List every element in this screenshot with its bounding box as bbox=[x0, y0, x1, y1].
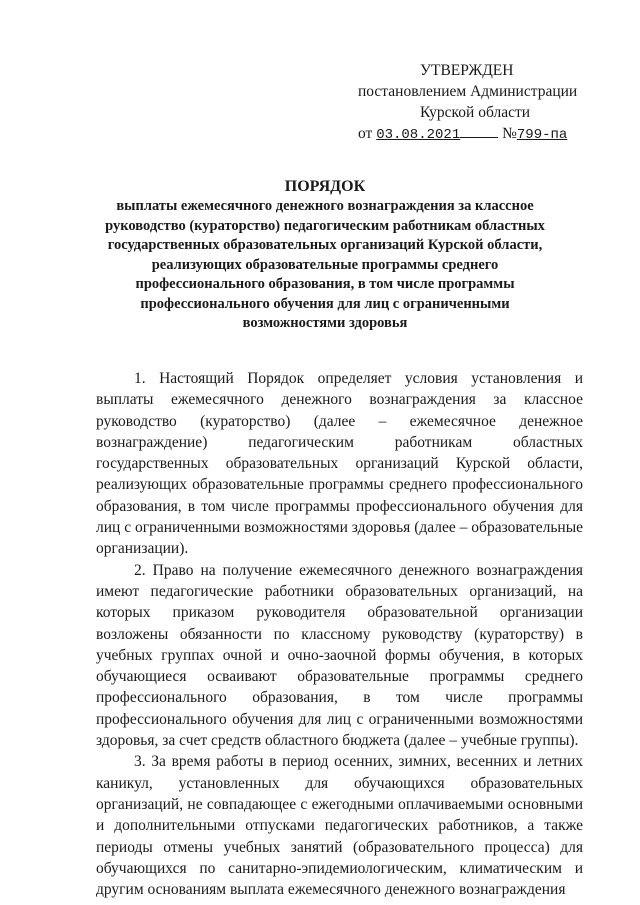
approval-stamp bbox=[358, 60, 598, 146]
approval-date: 03.08.2021 bbox=[376, 127, 461, 143]
paragraph-3: 3. За время работы в период осенних, зимних, весенних и летних каникул, установленных для обучающихся образовательных организаций, не совпадающее с ежегодными оплачиваемыми основными и дополнительными отпусками педагогических работников, а также периоды отмены учебных занятий (образовательного процесса) для обучающихся по санитарно-эпидемиологическим, климатическим и другим основаниям выплата ежемесячного денежного вознаграждения bbox=[96, 753, 583, 899]
blank-line bbox=[460, 125, 498, 138]
approval-number-prefix: № bbox=[502, 125, 517, 142]
document-title: ПОРЯДОК bbox=[284, 178, 366, 195]
document-heading bbox=[95, 176, 555, 334]
document-body bbox=[96, 368, 583, 900]
approval-authority: постановлением Администрации bbox=[358, 83, 578, 100]
paragraph-1: 1. Настоящий Порядок определяет условия установления и выплаты ежемесячного денежного вознаграждения за классное руководство (кураторство) (далее – ежемесячное денежное вознаграждение) педагогическим работникам областных государственных образовательных организаций Курской области, реализующих образовательные программы среднего профессионального образования, в том числе программы профессионального обучения для лиц с ограниченными возможностями здоровья (далее – образовательные организации). bbox=[96, 370, 583, 558]
approval-title: УТВЕРЖДЕН bbox=[420, 62, 514, 79]
paragraph-2: 2. Право на получение ежемесячного денежного вознаграждения имеют педагогические работники образовательных организаций, на которых приказом руководителя образовательной организации возложены обязанности по классному руководству (кураторству) в учебных группах очной и очно-заочной формы обучения, в которых обучающиеся осваивают образовательные программы среднего профессионального образования, в том числе программы профессионального обучения для лиц с ограниченными возможностями здоровья, за счет средств областного бюджета (далее – учебные группы). bbox=[96, 561, 583, 750]
approval-date-prefix: от bbox=[358, 125, 373, 142]
document-subtitle: выплаты ежемесячного денежного вознаграждения за классное руководство (кураторство) педагогическим работникам областных государственных образовательных организаций Курской области, реализующих образовательные программы среднего профессионального образования, в том числе программы профессионального обучения для лиц с ограниченными возможностями здоровья bbox=[105, 198, 545, 331]
approval-number: 799-па bbox=[516, 127, 568, 143]
approval-date-number bbox=[358, 123, 598, 146]
approval-region: Курской области bbox=[420, 104, 531, 121]
